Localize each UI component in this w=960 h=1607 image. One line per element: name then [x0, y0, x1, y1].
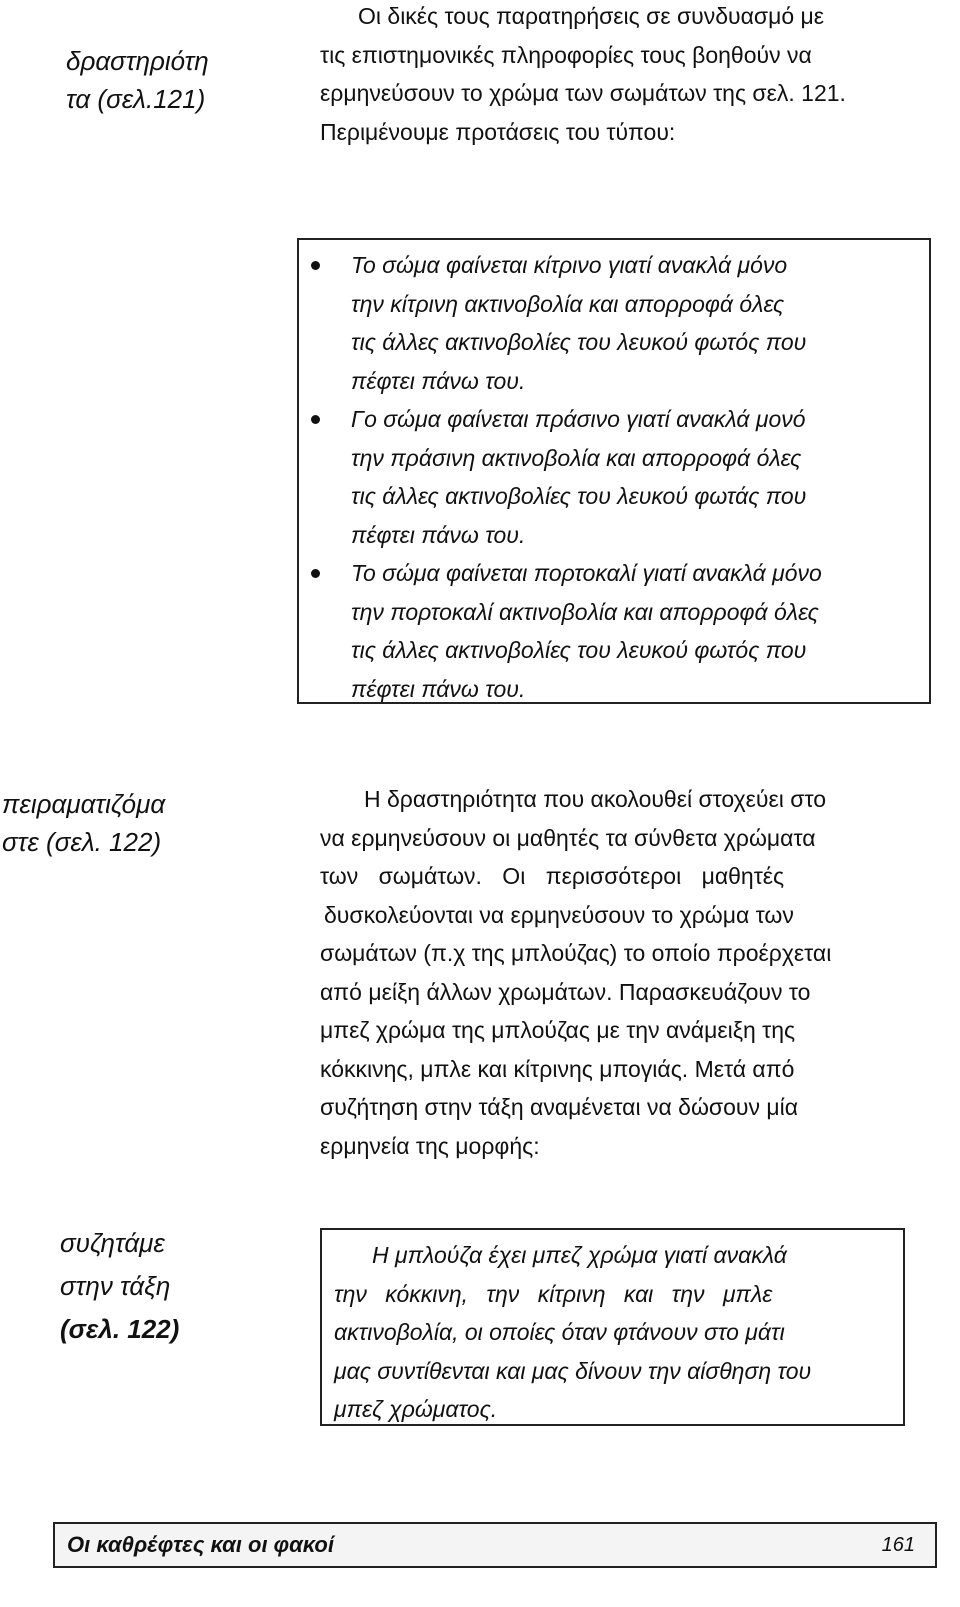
text-line: από μείξη άλλων χρωμάτων. Παρασκευάζουν το: [320, 978, 811, 1005]
side-label-activities: [66, 42, 209, 118]
text-line: ερμηνεία της μορφής:: [320, 1132, 540, 1159]
text-line: μπεζ χρώματος.: [334, 1396, 498, 1422]
text-line: την κόκκινη, την κίτρινη και την μπλε: [334, 1280, 773, 1307]
text-line: μπεζ χρώμα της μπλούζας με την ανάμειξη της: [320, 1017, 796, 1043]
text-line: συζήτηση στην τάξη αναμένεται να δώσουν μία: [320, 1094, 799, 1120]
side-label-line: στε (σελ. 122): [2, 827, 162, 857]
side-label-discussion: [60, 1222, 179, 1351]
text-line: τις επιστημονικές πληροφορίες τους βοηθούν να: [320, 41, 812, 68]
text-line: την πράσινη ακτινοβολία και απορροφά όλες: [351, 444, 802, 471]
text-line: Οι δικές τους παρατηρήσεις σε συνδυασμό με: [358, 3, 825, 29]
text-line: δυσκολεύονται να ερμηνεύσουν το χρώμα των: [324, 901, 794, 928]
text-line: Το σώμα φαίνεται πορτοκαλί γιατί ανακλά μόνο: [351, 560, 822, 586]
list-item: [301, 554, 919, 708]
text-line: Η δραστηριότητα που ακολουθεί στοχεύει στο: [364, 786, 827, 812]
text-line: τις άλλες ακτινοβολίες του λευκού φωτός που: [351, 637, 807, 663]
text-line: τις άλλες ακτινοβολίες του λευκού φωτός που: [351, 329, 807, 355]
text-line: τις άλλες ακτινοβολίες του λευκού φωτάς που: [351, 483, 807, 509]
page-footer: [53, 1522, 937, 1568]
text-line: πέφτει πάνω του.: [351, 367, 526, 394]
text-line: Περιμένουμε προτάσεις του τύπου:: [320, 118, 676, 145]
expected-answers-box: [297, 238, 931, 704]
text-line: μας συντίθενται και μας δίνουν την αίσθηση του: [334, 1357, 812, 1384]
list-item: [301, 400, 919, 554]
text-line: Το σώμα φαίνεται κίτρινο γιατί ανακλά μόνο: [351, 252, 788, 278]
text-line: Η μπλούζα έχει μπεζ χρώμα γιατί ανακλά: [372, 1242, 787, 1268]
side-label-line: συζητάμε: [60, 1228, 165, 1258]
footer-title: Οι καθρέφτες και οι φακοί: [67, 1532, 334, 1557]
list-item: [301, 246, 919, 400]
bullet-icon: [311, 261, 320, 270]
side-label-experiment: [2, 785, 165, 861]
side-label-line: στην τάξη: [60, 1271, 171, 1301]
text-line: την πορτοκαλί ακτινοβολία και απορροφά όλες: [351, 598, 819, 625]
text-line: να ερμηνεύσουν οι μαθητές τα σύνθετα χρώματα: [320, 824, 816, 851]
text-line: ερμηνεύσουν το χρώμα των σωμάτων της σελ. 121.: [320, 80, 846, 106]
text-line: ακτινοβολία, οι οποίες όταν φτάνουν στο μάτι: [334, 1319, 785, 1345]
text-line: Γο σώμα φαίνεται πράσινο γιατί ανακλά μονό: [351, 406, 806, 432]
answers-list: [301, 246, 919, 708]
text-line: κόκκινης, μπλε και κίτρινης μπογιάς. Μετά από: [320, 1055, 795, 1082]
side-label-line: (σελ. 122): [60, 1314, 180, 1344]
text-line: πέφτει πάνω του.: [351, 521, 526, 548]
interpretation-box: [320, 1228, 905, 1426]
bullet-icon: [311, 415, 320, 424]
text-line: την κίτρινη ακτινοβολία και απορροφά όλες: [351, 290, 785, 317]
text-line: πέφτει πάνω του.: [351, 675, 526, 702]
side-label-line: τα (σελ.121): [66, 84, 206, 114]
page-number: 161: [881, 1533, 915, 1556]
intro-paragraph: [320, 0, 920, 151]
text-line: των σωμάτων. Οι περισσότεροι μαθητές: [320, 863, 785, 889]
bullet-icon: [311, 569, 320, 578]
experiment-paragraph: [320, 780, 920, 1165]
text-line: σωμάτων (π.χ της μπλούζας) το οποίο προέρχεται: [320, 940, 832, 966]
side-label-line: δραστηριότη: [66, 46, 209, 76]
side-label-line: πειραματιζόμα: [2, 789, 166, 819]
